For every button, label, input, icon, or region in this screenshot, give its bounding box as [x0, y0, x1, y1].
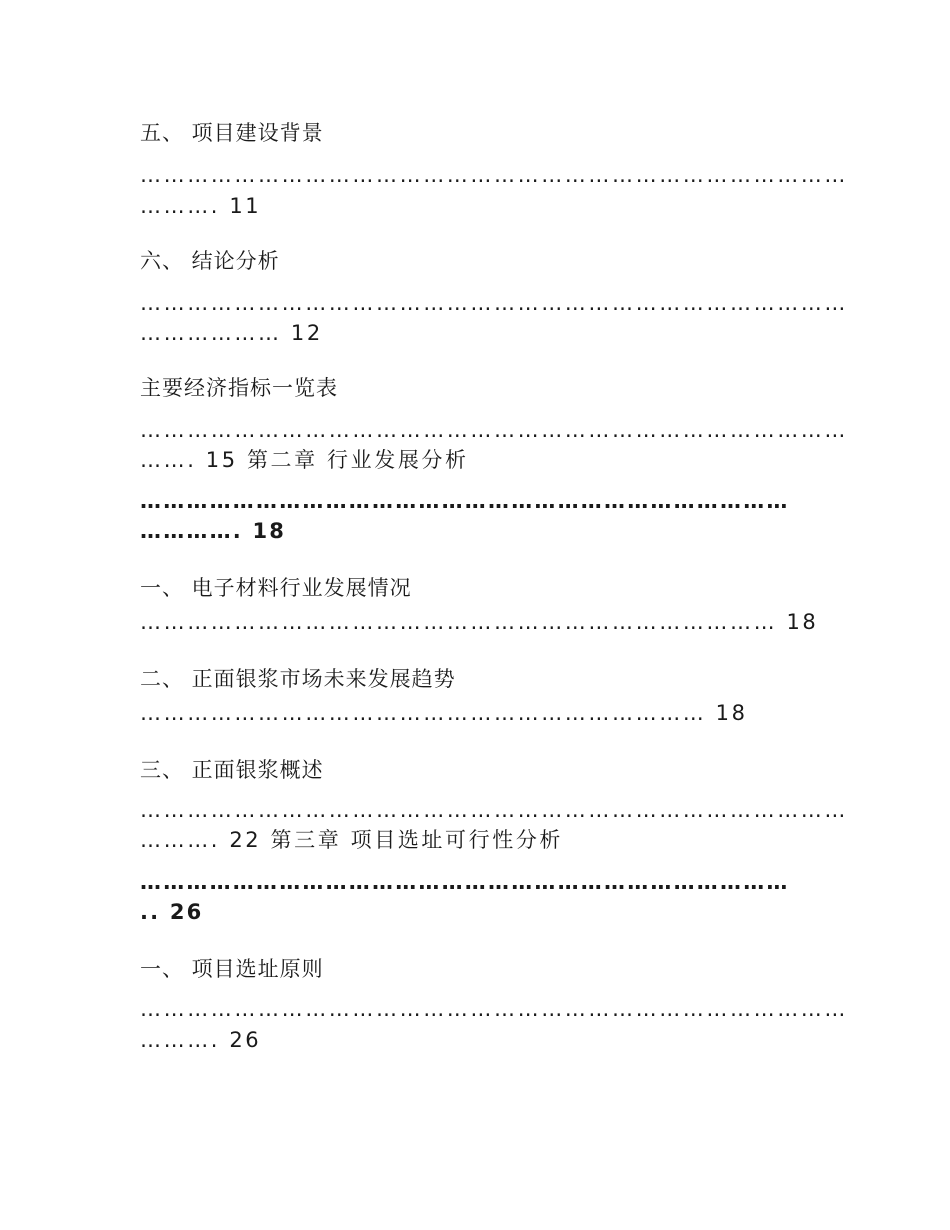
toc-page-number-line: ………. 11 [140, 194, 262, 218]
toc-dot-leader: ……………………………………………………………………………… [140, 163, 848, 187]
toc-entry-silver-paste-overview: 三、 正面银浆概述 [140, 758, 324, 782]
toc-entry-industry-status: 一、 电子材料行业发展情况 [140, 576, 412, 600]
toc-entry-chapter-3: ………. 22 第三章 项目选址可行性分析 [140, 828, 564, 852]
toc-dot-leader: ……………………………………………………………………………… [140, 418, 848, 442]
toc-dot-leader-with-page: ……………………………………………………………… 18 [140, 701, 748, 725]
toc-dot-leader-with-page: ……………………………………………………………………… 18 [140, 610, 819, 634]
toc-page-number-line-bold: …………. 18 [140, 519, 287, 543]
toc-entry-project-background: 五、 项目建设背景 [140, 121, 324, 145]
toc-entry-site-principles: 一、 项目选址原则 [140, 957, 324, 981]
toc-dot-leader: ……………………………………………………………………………… [140, 997, 848, 1021]
toc-dot-leader: ……………………………………………………………………………… [140, 291, 848, 315]
toc-entry-market-trend: 二、 正面银浆市场未来发展趋势 [140, 667, 456, 691]
toc-dot-leader-bold: ………………………………………………………………………… [140, 870, 790, 894]
toc-dot-leader-bold: ………………………………………………………………………… [140, 489, 790, 513]
toc-entry-conclusion: 六、 结论分析 [140, 249, 280, 273]
toc-page-number-line: ………. 26 [140, 1028, 262, 1052]
toc-page-number-line: ……………… 12 [140, 321, 323, 345]
toc-entry-indicator-table: 主要经济指标一览表 [140, 376, 338, 400]
toc-dot-leader: ……………………………………………………………………………… [140, 798, 848, 822]
toc-page-number-line-bold: .. 26 [140, 900, 204, 924]
toc-entry-chapter-2: ……. 15 第二章 行业发展分析 [140, 448, 469, 472]
